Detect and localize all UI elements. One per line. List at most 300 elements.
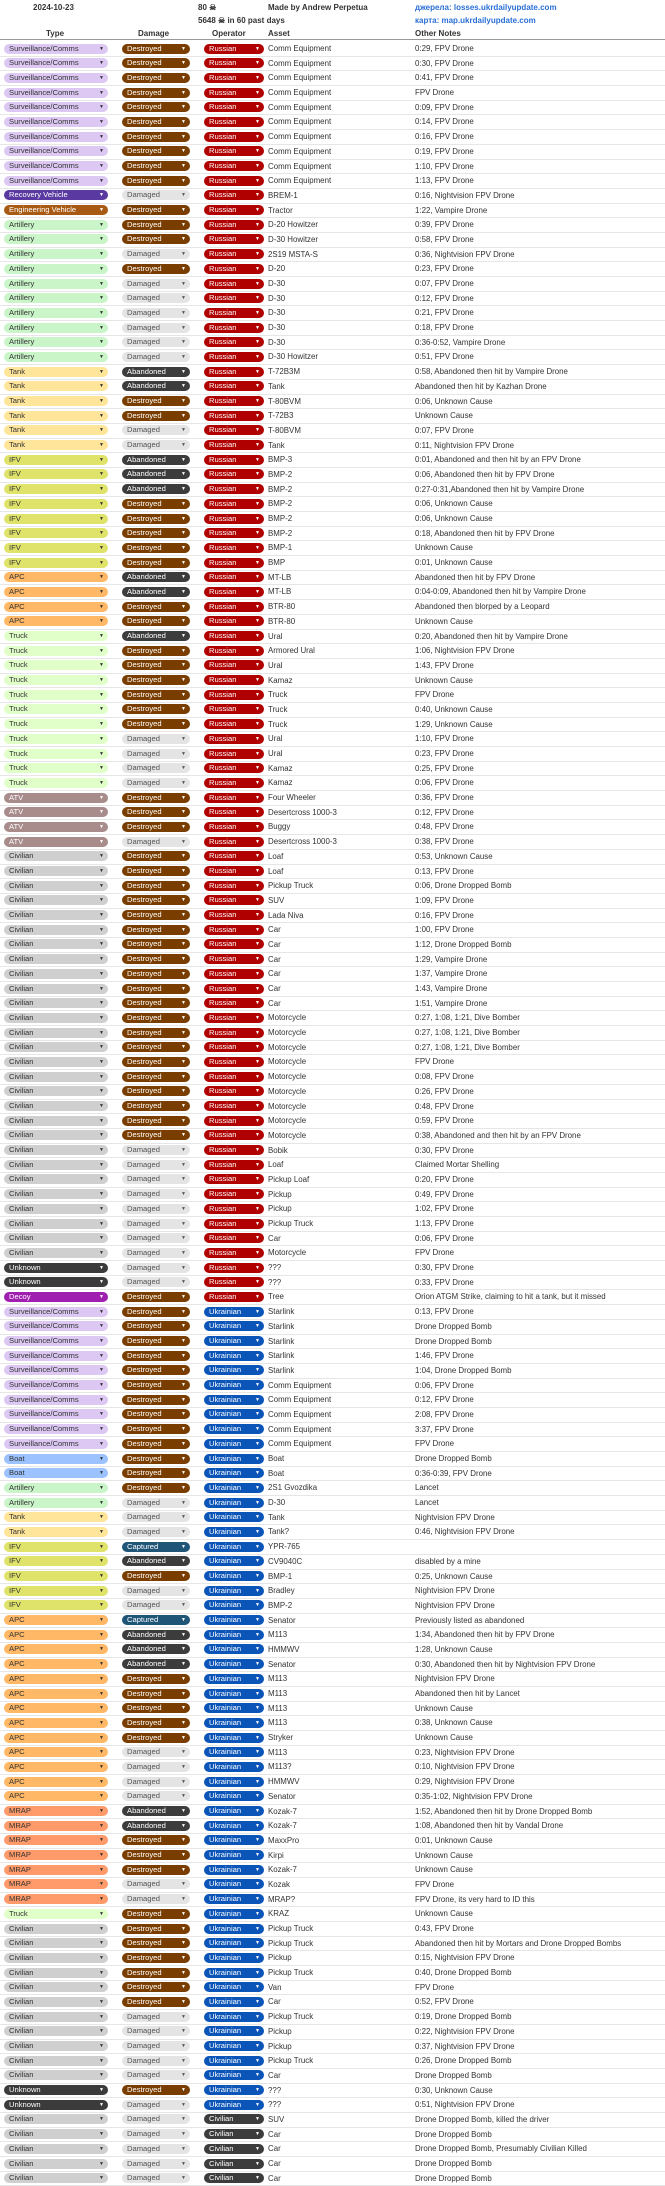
operator-select[interactable]: Ukrainian ▼ xyxy=(204,1982,264,1992)
operator-select[interactable]: Russian ▼ xyxy=(204,925,264,935)
operator-select[interactable]: Ukrainian ▼ xyxy=(204,1498,264,1508)
damage-select[interactable]: Destroyed ▼ xyxy=(122,1674,190,1684)
operator-select[interactable]: Russian ▼ xyxy=(204,602,264,612)
type-select[interactable]: IFV ▼ xyxy=(4,1600,108,1610)
type-select[interactable]: Civilian ▼ xyxy=(4,881,108,891)
operator-select[interactable]: Russian ▼ xyxy=(204,851,264,861)
damage-select[interactable]: Damaged ▼ xyxy=(122,2129,190,2139)
damage-select[interactable]: Destroyed ▼ xyxy=(122,1718,190,1728)
type-select[interactable]: ATV ▼ xyxy=(4,822,108,832)
damage-select[interactable]: Damaged ▼ xyxy=(122,323,190,333)
operator-select[interactable]: Russian ▼ xyxy=(204,308,264,318)
damage-select[interactable]: Damaged ▼ xyxy=(122,1160,190,1170)
type-select[interactable]: IFV ▼ xyxy=(4,558,108,568)
operator-select[interactable]: Russian ▼ xyxy=(204,367,264,377)
type-select[interactable]: Civilian ▼ xyxy=(4,954,108,964)
damage-select[interactable]: Destroyed ▼ xyxy=(122,58,190,68)
type-select[interactable]: APC ▼ xyxy=(4,1791,108,1801)
damage-select[interactable]: Destroyed ▼ xyxy=(122,1835,190,1845)
damage-select[interactable]: Destroyed ▼ xyxy=(122,543,190,553)
type-select[interactable]: Unknown ▼ xyxy=(4,1263,108,1273)
map-link[interactable]: карта: map.ukrdailyupdate.com xyxy=(415,16,536,25)
damage-select[interactable]: Destroyed ▼ xyxy=(122,1483,190,1493)
type-select[interactable]: IFV ▼ xyxy=(4,1542,108,1552)
operator-select[interactable]: Ukrainian ▼ xyxy=(204,1571,264,1581)
operator-select[interactable]: Russian ▼ xyxy=(204,337,264,347)
type-select[interactable]: Civilian ▼ xyxy=(4,895,108,905)
operator-select[interactable]: Russian ▼ xyxy=(204,499,264,509)
type-select[interactable]: IFV ▼ xyxy=(4,499,108,509)
type-select[interactable]: Civilian ▼ xyxy=(4,1219,108,1229)
type-select[interactable]: Civilian ▼ xyxy=(4,910,108,920)
operator-select[interactable]: Russian ▼ xyxy=(204,1116,264,1126)
operator-select[interactable]: Ukrainian ▼ xyxy=(204,1747,264,1757)
operator-select[interactable]: Russian ▼ xyxy=(204,1028,264,1038)
operator-select[interactable]: Ukrainian ▼ xyxy=(204,1600,264,1610)
type-select[interactable]: Civilian ▼ xyxy=(4,1204,108,1214)
operator-select[interactable]: Ukrainian ▼ xyxy=(204,1791,264,1801)
operator-select[interactable]: Ukrainian ▼ xyxy=(204,1835,264,1845)
operator-select[interactable]: Ukrainian ▼ xyxy=(204,1894,264,1904)
damage-select[interactable]: Destroyed ▼ xyxy=(122,1938,190,1948)
damage-select[interactable]: Destroyed ▼ xyxy=(122,1689,190,1699)
operator-select[interactable]: Russian ▼ xyxy=(204,88,264,98)
damage-select[interactable]: Destroyed ▼ xyxy=(122,1116,190,1126)
type-select[interactable]: IFV ▼ xyxy=(4,469,108,479)
damage-select[interactable]: Abandoned ▼ xyxy=(122,455,190,465)
operator-select[interactable]: Ukrainian ▼ xyxy=(204,1968,264,1978)
operator-select[interactable]: Ukrainian ▼ xyxy=(204,2041,264,2051)
type-select[interactable]: IFV ▼ xyxy=(4,484,108,494)
damage-select[interactable]: Destroyed ▼ xyxy=(122,1468,190,1478)
damage-select[interactable]: Destroyed ▼ xyxy=(122,719,190,729)
type-select[interactable]: Truck ▼ xyxy=(4,778,108,788)
operator-select[interactable]: Russian ▼ xyxy=(204,939,264,949)
damage-select[interactable]: Damaged ▼ xyxy=(122,279,190,289)
damage-select[interactable]: Destroyed ▼ xyxy=(122,1321,190,1331)
damage-select[interactable]: Damaged ▼ xyxy=(122,1586,190,1596)
damage-select[interactable]: Damaged ▼ xyxy=(122,2056,190,2066)
operator-select[interactable]: Russian ▼ xyxy=(204,1013,264,1023)
damage-select[interactable]: Destroyed ▼ xyxy=(122,1409,190,1419)
damage-select[interactable]: Destroyed ▼ xyxy=(122,1101,190,1111)
damage-select[interactable]: Destroyed ▼ xyxy=(122,675,190,685)
damage-select[interactable]: Destroyed ▼ xyxy=(122,44,190,54)
operator-select[interactable]: Russian ▼ xyxy=(204,293,264,303)
operator-select[interactable]: Russian ▼ xyxy=(204,249,264,259)
operator-select[interactable]: Russian ▼ xyxy=(204,1072,264,1082)
operator-select[interactable]: Ukrainian ▼ xyxy=(204,1336,264,1346)
operator-select[interactable]: Ukrainian ▼ xyxy=(204,1556,264,1566)
col-asset-header[interactable]: Asset xyxy=(268,29,290,38)
operator-select[interactable]: Ukrainian ▼ xyxy=(204,1997,264,2007)
type-select[interactable]: APC ▼ xyxy=(4,572,108,582)
operator-select[interactable]: Ukrainian ▼ xyxy=(204,1644,264,1654)
operator-select[interactable]: Russian ▼ xyxy=(204,558,264,568)
type-select[interactable]: APC ▼ xyxy=(4,1615,108,1625)
operator-select[interactable]: Russian ▼ xyxy=(204,455,264,465)
damage-select[interactable]: Destroyed ▼ xyxy=(122,1380,190,1390)
damage-select[interactable]: Destroyed ▼ xyxy=(122,1924,190,1934)
type-select[interactable]: Civilian ▼ xyxy=(4,1938,108,1948)
damage-select[interactable]: Damaged ▼ xyxy=(122,425,190,435)
damage-select[interactable]: Damaged ▼ xyxy=(122,2012,190,2022)
damage-select[interactable]: Destroyed ▼ xyxy=(122,1042,190,1052)
damage-select[interactable]: Destroyed ▼ xyxy=(122,264,190,274)
operator-select[interactable]: Ukrainian ▼ xyxy=(204,1365,264,1375)
damage-select[interactable]: Abandoned ▼ xyxy=(122,587,190,597)
damage-select[interactable]: Destroyed ▼ xyxy=(122,793,190,803)
operator-select[interactable]: Russian ▼ xyxy=(204,1248,264,1258)
type-select[interactable]: APC ▼ xyxy=(4,1733,108,1743)
operator-select[interactable]: Russian ▼ xyxy=(204,352,264,362)
operator-select[interactable]: Ukrainian ▼ xyxy=(204,1454,264,1464)
damage-select[interactable]: Damaged ▼ xyxy=(122,1219,190,1229)
damage-select[interactable]: Destroyed ▼ xyxy=(122,1454,190,1464)
operator-select[interactable]: Russian ▼ xyxy=(204,704,264,714)
operator-select[interactable]: Ukrainian ▼ xyxy=(204,1409,264,1419)
damage-select[interactable]: Damaged ▼ xyxy=(122,308,190,318)
operator-select[interactable]: Russian ▼ xyxy=(204,205,264,215)
operator-select[interactable]: Russian ▼ xyxy=(204,117,264,127)
operator-select[interactable]: Russian ▼ xyxy=(204,631,264,641)
type-select[interactable]: Surveillance/Comms ▼ xyxy=(4,1365,108,1375)
damage-select[interactable]: Damaged ▼ xyxy=(122,2144,190,2154)
type-select[interactable]: IFV ▼ xyxy=(4,1571,108,1581)
damage-select[interactable]: Destroyed ▼ xyxy=(122,1307,190,1317)
operator-select[interactable]: Russian ▼ xyxy=(204,616,264,626)
type-select[interactable]: Surveillance/Comms ▼ xyxy=(4,176,108,186)
damage-select[interactable]: Damaged ▼ xyxy=(122,190,190,200)
damage-select[interactable]: Abandoned ▼ xyxy=(122,1644,190,1654)
operator-select[interactable]: Ukrainian ▼ xyxy=(204,2100,264,2110)
operator-select[interactable]: Ukrainian ▼ xyxy=(204,1424,264,1434)
type-select[interactable]: IFV ▼ xyxy=(4,455,108,465)
damage-select[interactable]: Damaged ▼ xyxy=(122,2159,190,2169)
col-operator-header[interactable]: Operator xyxy=(212,29,246,38)
operator-select[interactable]: Ukrainian ▼ xyxy=(204,1674,264,1684)
type-select[interactable]: Surveillance/Comms ▼ xyxy=(4,73,108,83)
operator-select[interactable]: Russian ▼ xyxy=(204,1042,264,1052)
damage-select[interactable]: Destroyed ▼ xyxy=(122,969,190,979)
operator-select[interactable]: Russian ▼ xyxy=(204,1057,264,1067)
type-select[interactable]: Tank ▼ xyxy=(4,1512,108,1522)
damage-select[interactable]: Destroyed ▼ xyxy=(122,1909,190,1919)
type-select[interactable]: Civilian ▼ xyxy=(4,2012,108,2022)
operator-select[interactable]: Russian ▼ xyxy=(204,425,264,435)
type-select[interactable]: Artillery ▼ xyxy=(4,323,108,333)
damage-select[interactable]: Destroyed ▼ xyxy=(122,234,190,244)
damage-select[interactable]: Abandoned ▼ xyxy=(122,631,190,641)
operator-select[interactable]: Russian ▼ xyxy=(204,161,264,171)
operator-select[interactable]: Civilian ▼ xyxy=(204,2173,264,2183)
type-select[interactable]: MRAP ▼ xyxy=(4,1835,108,1845)
damage-select[interactable]: Destroyed ▼ xyxy=(122,220,190,230)
operator-select[interactable]: Ukrainian ▼ xyxy=(204,1542,264,1552)
type-select[interactable]: Tank ▼ xyxy=(4,396,108,406)
type-select[interactable]: Civilian ▼ xyxy=(4,1174,108,1184)
damage-select[interactable]: Damaged ▼ xyxy=(122,2041,190,2051)
operator-select[interactable]: Russian ▼ xyxy=(204,220,264,230)
type-select[interactable]: Civilian ▼ xyxy=(4,925,108,935)
damage-select[interactable]: Damaged ▼ xyxy=(122,1762,190,1772)
sources-link[interactable]: джерела: losses.ukrdailyupdate.com xyxy=(415,3,557,12)
operator-select[interactable]: Ukrainian ▼ xyxy=(204,1468,264,1478)
operator-select[interactable]: Russian ▼ xyxy=(204,881,264,891)
type-select[interactable]: Civilian ▼ xyxy=(4,998,108,1008)
type-select[interactable]: ATV ▼ xyxy=(4,807,108,817)
damage-select[interactable]: Destroyed ▼ xyxy=(122,954,190,964)
type-select[interactable]: Surveillance/Comms ▼ xyxy=(4,102,108,112)
operator-select[interactable]: Russian ▼ xyxy=(204,484,264,494)
type-select[interactable]: Civilian ▼ xyxy=(4,1982,108,1992)
operator-select[interactable]: Russian ▼ xyxy=(204,675,264,685)
operator-select[interactable]: Russian ▼ xyxy=(204,646,264,656)
damage-select[interactable]: Damaged ▼ xyxy=(122,352,190,362)
operator-select[interactable]: Russian ▼ xyxy=(204,837,264,847)
damage-select[interactable]: Damaged ▼ xyxy=(122,1527,190,1537)
type-select[interactable]: APC ▼ xyxy=(4,616,108,626)
operator-select[interactable]: Ukrainian ▼ xyxy=(204,1924,264,1934)
damage-select[interactable]: Destroyed ▼ xyxy=(122,1968,190,1978)
type-select[interactable]: Artillery ▼ xyxy=(4,337,108,347)
operator-select[interactable]: Russian ▼ xyxy=(204,1292,264,1302)
damage-select[interactable]: Destroyed ▼ xyxy=(122,146,190,156)
type-select[interactable]: Surveillance/Comms ▼ xyxy=(4,1307,108,1317)
damage-select[interactable]: Destroyed ▼ xyxy=(122,1028,190,1038)
operator-select[interactable]: Ukrainian ▼ xyxy=(204,1762,264,1772)
operator-select[interactable]: Ukrainian ▼ xyxy=(204,1909,264,1919)
damage-select[interactable]: Destroyed ▼ xyxy=(122,807,190,817)
type-select[interactable]: Surveillance/Comms ▼ xyxy=(4,161,108,171)
type-select[interactable]: IFV ▼ xyxy=(4,514,108,524)
type-select[interactable]: APC ▼ xyxy=(4,1674,108,1684)
damage-select[interactable]: Damaged ▼ xyxy=(122,2173,190,2183)
damage-select[interactable]: Damaged ▼ xyxy=(122,1777,190,1787)
damage-select[interactable]: Damaged ▼ xyxy=(122,1879,190,1889)
type-select[interactable]: APC ▼ xyxy=(4,1703,108,1713)
damage-select[interactable]: Destroyed ▼ xyxy=(122,205,190,215)
operator-select[interactable]: Russian ▼ xyxy=(204,381,264,391)
damage-select[interactable]: Destroyed ▼ xyxy=(122,558,190,568)
damage-select[interactable]: Destroyed ▼ xyxy=(122,1439,190,1449)
damage-select[interactable]: Destroyed ▼ xyxy=(122,616,190,626)
operator-select[interactable]: Civilian ▼ xyxy=(204,2159,264,2169)
damage-select[interactable]: Destroyed ▼ xyxy=(122,939,190,949)
damage-select[interactable]: Destroyed ▼ xyxy=(122,176,190,186)
damage-select[interactable]: Damaged ▼ xyxy=(122,749,190,759)
type-select[interactable]: MRAP ▼ xyxy=(4,1879,108,1889)
type-select[interactable]: Surveillance/Comms ▼ xyxy=(4,1409,108,1419)
damage-select[interactable]: Destroyed ▼ xyxy=(122,396,190,406)
type-select[interactable]: Civilian ▼ xyxy=(4,984,108,994)
operator-select[interactable]: Russian ▼ xyxy=(204,778,264,788)
damage-select[interactable]: Damaged ▼ xyxy=(122,1747,190,1757)
operator-select[interactable]: Ukrainian ▼ xyxy=(204,1865,264,1875)
operator-select[interactable]: Ukrainian ▼ xyxy=(204,1777,264,1787)
operator-select[interactable]: Russian ▼ xyxy=(204,807,264,817)
damage-select[interactable]: Damaged ▼ xyxy=(122,293,190,303)
operator-select[interactable]: Russian ▼ xyxy=(204,1263,264,1273)
damage-select[interactable]: Damaged ▼ xyxy=(122,1174,190,1184)
type-select[interactable]: Surveillance/Comms ▼ xyxy=(4,58,108,68)
damage-select[interactable]: Destroyed ▼ xyxy=(122,411,190,421)
type-select[interactable]: Civilian ▼ xyxy=(4,1953,108,1963)
operator-select[interactable]: Russian ▼ xyxy=(204,969,264,979)
operator-select[interactable]: Civilian ▼ xyxy=(204,2129,264,2139)
damage-select[interactable]: Damaged ▼ xyxy=(122,249,190,259)
damage-select[interactable]: Destroyed ▼ xyxy=(122,1336,190,1346)
damage-select[interactable]: Destroyed ▼ xyxy=(122,1086,190,1096)
damage-select[interactable]: Destroyed ▼ xyxy=(122,1850,190,1860)
type-select[interactable]: Boat ▼ xyxy=(4,1468,108,1478)
type-select[interactable]: Civilian ▼ xyxy=(4,1086,108,1096)
operator-select[interactable]: Ukrainian ▼ xyxy=(204,1733,264,1743)
type-select[interactable]: Civilian ▼ xyxy=(4,1997,108,2007)
type-select[interactable]: Surveillance/Comms ▼ xyxy=(4,1321,108,1331)
type-select[interactable]: Boat ▼ xyxy=(4,1454,108,1464)
type-select[interactable]: APC ▼ xyxy=(4,1644,108,1654)
type-select[interactable]: APC ▼ xyxy=(4,1777,108,1787)
damage-select[interactable]: Destroyed ▼ xyxy=(122,1130,190,1140)
operator-select[interactable]: Russian ▼ xyxy=(204,102,264,112)
operator-select[interactable]: Ukrainian ▼ xyxy=(204,1307,264,1317)
operator-select[interactable]: Russian ▼ xyxy=(204,44,264,54)
type-select[interactable]: Civilian ▼ xyxy=(4,1072,108,1082)
operator-select[interactable]: Ukrainian ▼ xyxy=(204,2085,264,2095)
type-select[interactable]: APC ▼ xyxy=(4,1718,108,1728)
damage-select[interactable]: Destroyed ▼ xyxy=(122,1703,190,1713)
damage-select[interactable]: Destroyed ▼ xyxy=(122,704,190,714)
damage-select[interactable]: Destroyed ▼ xyxy=(122,1733,190,1743)
operator-select[interactable]: Ukrainian ▼ xyxy=(204,1718,264,1728)
damage-select[interactable]: Destroyed ▼ xyxy=(122,1072,190,1082)
type-select[interactable]: Unknown ▼ xyxy=(4,1277,108,1287)
type-select[interactable]: MRAP ▼ xyxy=(4,1865,108,1875)
operator-select[interactable]: Russian ▼ xyxy=(204,822,264,832)
damage-select[interactable]: Abandoned ▼ xyxy=(122,1556,190,1566)
operator-select[interactable]: Ukrainian ▼ xyxy=(204,1659,264,1669)
operator-select[interactable]: Russian ▼ xyxy=(204,572,264,582)
damage-select[interactable]: Destroyed ▼ xyxy=(122,602,190,612)
damage-select[interactable]: Damaged ▼ xyxy=(122,2100,190,2110)
damage-select[interactable]: Damaged ▼ xyxy=(122,1512,190,1522)
operator-select[interactable]: Russian ▼ xyxy=(204,1219,264,1229)
type-select[interactable]: IFV ▼ xyxy=(4,1586,108,1596)
damage-select[interactable]: Destroyed ▼ xyxy=(122,851,190,861)
damage-select[interactable]: Destroyed ▼ xyxy=(122,881,190,891)
damage-select[interactable]: Destroyed ▼ xyxy=(122,161,190,171)
operator-select[interactable]: Russian ▼ xyxy=(204,749,264,759)
type-select[interactable]: Civilian ▼ xyxy=(4,2056,108,2066)
operator-select[interactable]: Russian ▼ xyxy=(204,190,264,200)
damage-select[interactable]: Destroyed ▼ xyxy=(122,998,190,1008)
type-select[interactable]: Civilian ▼ xyxy=(4,1924,108,1934)
operator-select[interactable]: Ukrainian ▼ xyxy=(204,1953,264,1963)
operator-select[interactable]: Ukrainian ▼ xyxy=(204,1527,264,1537)
damage-select[interactable]: Destroyed ▼ xyxy=(122,117,190,127)
operator-select[interactable]: Russian ▼ xyxy=(204,514,264,524)
type-select[interactable]: Truck ▼ xyxy=(4,660,108,670)
operator-select[interactable]: Russian ▼ xyxy=(204,323,264,333)
damage-select[interactable]: Destroyed ▼ xyxy=(122,1982,190,1992)
operator-select[interactable]: Russian ▼ xyxy=(204,1145,264,1155)
type-select[interactable]: Civilian ▼ xyxy=(4,1248,108,1258)
damage-select[interactable]: Damaged ▼ xyxy=(122,763,190,773)
type-select[interactable]: Truck ▼ xyxy=(4,675,108,685)
damage-select[interactable]: Destroyed ▼ xyxy=(122,690,190,700)
operator-select[interactable]: Russian ▼ xyxy=(204,660,264,670)
operator-select[interactable]: Ukrainian ▼ xyxy=(204,1439,264,1449)
operator-select[interactable]: Russian ▼ xyxy=(204,587,264,597)
operator-select[interactable]: Russian ▼ xyxy=(204,58,264,68)
damage-select[interactable]: Destroyed ▼ xyxy=(122,660,190,670)
operator-select[interactable]: Russian ▼ xyxy=(204,954,264,964)
operator-select[interactable]: Ukrainian ▼ xyxy=(204,1689,264,1699)
damage-select[interactable]: Damaged ▼ xyxy=(122,2026,190,2036)
damage-select[interactable]: Destroyed ▼ xyxy=(122,895,190,905)
type-select[interactable]: Surveillance/Comms ▼ xyxy=(4,1380,108,1390)
operator-select[interactable]: Russian ▼ xyxy=(204,264,264,274)
operator-select[interactable]: Ukrainian ▼ xyxy=(204,1806,264,1816)
type-select[interactable]: MRAP ▼ xyxy=(4,1894,108,1904)
type-select[interactable]: Surveillance/Comms ▼ xyxy=(4,44,108,54)
damage-select[interactable]: Damaged ▼ xyxy=(122,1894,190,1904)
damage-select[interactable]: Damaged ▼ xyxy=(122,1600,190,1610)
damage-select[interactable]: Abandoned ▼ xyxy=(122,484,190,494)
damage-select[interactable]: Destroyed ▼ xyxy=(122,866,190,876)
damage-select[interactable]: Abandoned ▼ xyxy=(122,1659,190,1669)
operator-select[interactable]: Russian ▼ xyxy=(204,895,264,905)
type-select[interactable]: Civilian ▼ xyxy=(4,1160,108,1170)
operator-select[interactable]: Russian ▼ xyxy=(204,440,264,450)
type-select[interactable]: Civilian ▼ xyxy=(4,1233,108,1243)
damage-select[interactable]: Damaged ▼ xyxy=(122,2114,190,2124)
operator-select[interactable]: Russian ▼ xyxy=(204,396,264,406)
type-select[interactable]: Truck ▼ xyxy=(4,690,108,700)
operator-select[interactable]: Russian ▼ xyxy=(204,910,264,920)
type-select[interactable]: IFV ▼ xyxy=(4,528,108,538)
col-type-header[interactable]: Type xyxy=(46,29,65,38)
type-select[interactable]: Tank ▼ xyxy=(4,1527,108,1537)
damage-select[interactable]: Damaged ▼ xyxy=(122,778,190,788)
damage-select[interactable]: Destroyed ▼ xyxy=(122,1013,190,1023)
damage-select[interactable]: Damaged ▼ xyxy=(122,1277,190,1287)
operator-select[interactable]: Russian ▼ xyxy=(204,1233,264,1243)
operator-select[interactable]: Russian ▼ xyxy=(204,1277,264,1287)
operator-select[interactable]: Ukrainian ▼ xyxy=(204,1395,264,1405)
type-select[interactable]: Civilian ▼ xyxy=(4,939,108,949)
operator-select[interactable]: Russian ▼ xyxy=(204,1204,264,1214)
type-select[interactable]: ATV ▼ xyxy=(4,837,108,847)
damage-select[interactable]: Destroyed ▼ xyxy=(122,514,190,524)
type-select[interactable]: APC ▼ xyxy=(4,1747,108,1757)
type-select[interactable]: APC ▼ xyxy=(4,1689,108,1699)
operator-select[interactable]: Russian ▼ xyxy=(204,234,264,244)
damage-select[interactable]: Destroyed ▼ xyxy=(122,528,190,538)
operator-select[interactable]: Russian ▼ xyxy=(204,984,264,994)
damage-select[interactable]: Damaged ▼ xyxy=(122,1248,190,1258)
type-select[interactable]: Artillery ▼ xyxy=(4,249,108,259)
type-select[interactable]: Artillery ▼ xyxy=(4,308,108,318)
operator-select[interactable]: Russian ▼ xyxy=(204,1101,264,1111)
operator-select[interactable]: Russian ▼ xyxy=(204,734,264,744)
operator-select[interactable]: Ukrainian ▼ xyxy=(204,2012,264,2022)
operator-select[interactable]: Russian ▼ xyxy=(204,998,264,1008)
type-select[interactable]: Civilian ▼ xyxy=(4,2129,108,2139)
damage-select[interactable]: Captured ▼ xyxy=(122,1615,190,1625)
damage-select[interactable]: Damaged ▼ xyxy=(122,1263,190,1273)
